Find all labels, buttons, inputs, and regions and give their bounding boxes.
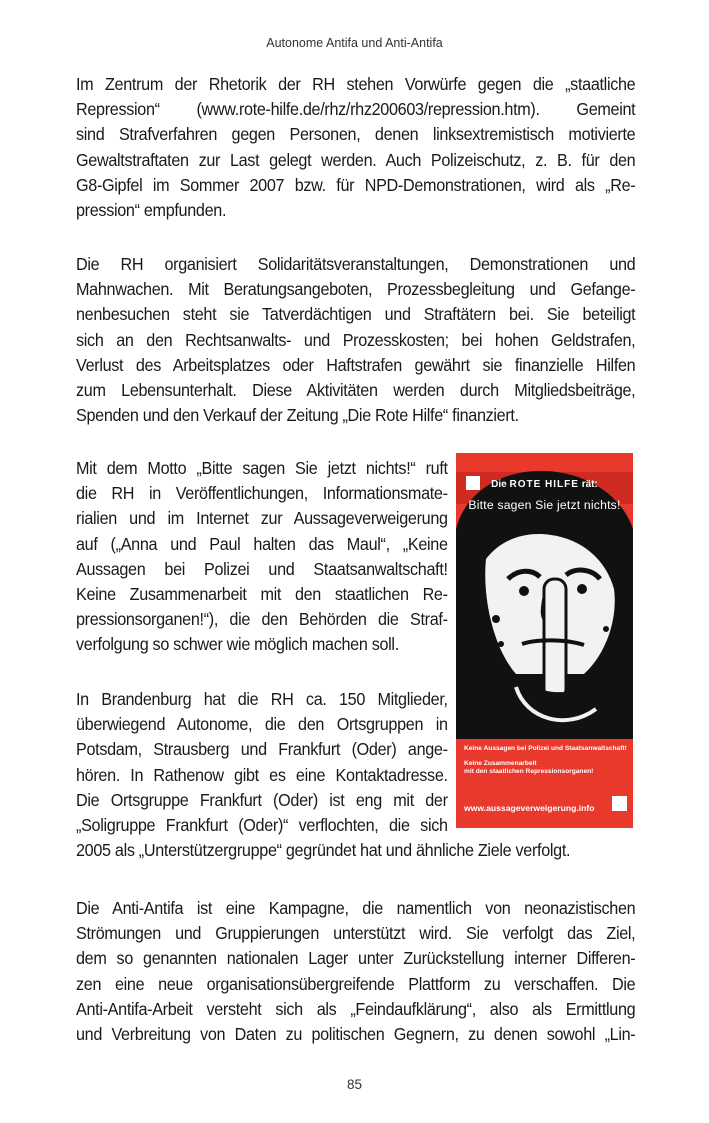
text-line: pressionsorganen!“), die den Behörden die Straf-	[76, 609, 448, 630]
brand-suffix: rät:	[581, 479, 598, 490]
poster-slogan: Bitte sagen Sie jetzt nichts!	[468, 498, 621, 512]
text-line: G8-Gipfel im Sommer 2007 bzw. für NPD-Demonstrationen, wird als „Re-	[76, 174, 636, 195]
text-line: Aussagen bei Polizei und Staatsanwaltschaft!	[76, 558, 448, 579]
text-line: nenbesuchen steht sie Tatverdächtigen und Straftätern bei. Sie beteiligt	[76, 304, 636, 325]
text-line: Repression“ (www.rote-hilfe.de/rhz/rhz200603/repression.htm). Gemeint	[76, 99, 636, 120]
text-line: Strömungen und Gruppierungen unterstützt wird. Sie verfolgt das Ziel,	[76, 923, 636, 944]
paragraph-4	[76, 687, 448, 838]
text-line: überwiegend Autonome, die den Ortsgruppen in	[76, 714, 448, 735]
text-line: sich an den Rechtsanwalts- und Prozesskosten; bei hohen Geldstrafen,	[76, 329, 636, 350]
paragraph-1	[76, 72, 635, 223]
page-number: 85	[346, 1077, 363, 1092]
text-line: Mahnwachen. Mit Beratungsangeboten, Prozessbegleitung und Gefange-	[76, 279, 636, 300]
poster-line-1: Keine Aussagen bei Polizei und Staatsanwaltschaft!	[464, 745, 627, 752]
text-line: Spenden und den Verkauf der Zeitung „Die Rote Hilfe“ finanziert.	[76, 405, 519, 426]
paragraph-5	[76, 896, 635, 1047]
text-line: rialien und im Internet zur Aussageverweigerung	[76, 508, 448, 529]
text-line: auf („Anna und Paul halten das Maul“, „Keine	[76, 533, 448, 554]
text-line: zum Lebensunterhalt. Diese Aktivitäten werden durch Mitgliedsbeiträge,	[76, 380, 636, 401]
text-line: Mit dem Motto „Bitte sagen Sie jetzt nichts!“ ruft	[76, 458, 448, 478]
text-line: Die RH organisiert Solidaritätsveranstaltungen, Demonstrationen und	[76, 254, 636, 274]
text-line: „Soligruppe Frankfurt (Oder)“ verflochten, die sich	[76, 815, 448, 836]
text-line: Verlust des Arbeitsplatzes oder Haftstrafen gewährt sie finanzielle Hilfen	[76, 354, 636, 375]
text-line: sind Strafverfahren gegen Personen, denen linksextremistisch motivierte	[76, 124, 636, 145]
paragraph-3	[76, 456, 448, 658]
text-line: Anti-Antifa-Arbeit versteht sich als „Feindaufklärung“, also als Ermittlung	[76, 998, 636, 1019]
text-line: hören. In Rathenow gibt es eine Kontaktadresse.	[76, 764, 448, 785]
text-line: 2005 als „Unterstützergruppe“ gegründet hat und ähnliche Ziele verfolgt.	[76, 840, 571, 860]
paragraph-2	[76, 252, 635, 428]
text-line: pression“ empfunden.	[76, 200, 227, 221]
running-header: Autonome Antifa und Anti-Antifa	[266, 36, 443, 50]
text-line: zen eine neue organisationsübergreifende Plattform zu verschaffen. Die	[76, 973, 636, 994]
text-line: dem so genannten nationalen Lager unter Zurückstellung interner Differen-	[76, 948, 636, 969]
text-line: und Verbreitung von Daten zu politischen Gegnern, zu denen sowohl „Lin-	[76, 1024, 636, 1045]
text-line: Die Ortsgruppe Frankfurt (Oder) ist eng mit der	[76, 789, 448, 810]
text-line: Potsdam, Strausberg und Frankfurt (Oder) ange-	[76, 739, 448, 760]
fist-logo-icon	[612, 796, 627, 811]
text-line: Die Anti-Antifa ist eine Kampagne, die namentlich von neonazistischen	[76, 898, 636, 918]
brand-prefix: Die	[491, 479, 507, 490]
text-line: Im Zentrum der Rhetorik der RH stehen Vorwürfe gegen die „staatliche	[76, 74, 636, 94]
poster-line-2a: Keine Zusammenarbeit	[464, 760, 537, 767]
text-line: In Brandenburg hat die RH ca. 150 Mitglieder,	[76, 689, 448, 709]
text-line: verfolgung so schwer wie möglich machen soll.	[76, 634, 399, 655]
text-line: Gewaltstraftaten zur Last gelegt werden. Auch Polizeischutz, z. B. für den	[76, 149, 636, 170]
text-line: die RH in Veröffentlichungen, Informationsmate-	[76, 483, 448, 504]
text-line: Keine Zusammenarbeit mit den staatlichen Re-	[76, 584, 448, 605]
paragraph-4-continued	[76, 838, 635, 863]
brand-name: ROTE HILFE	[509, 479, 579, 490]
rote-hilfe-poster	[456, 453, 633, 828]
poster-brand	[456, 479, 633, 490]
poster-line-2b: mit den staatlichen Repressionsorganen!	[464, 768, 594, 775]
poster-url: www.aussageverweigerung.info	[464, 803, 595, 813]
